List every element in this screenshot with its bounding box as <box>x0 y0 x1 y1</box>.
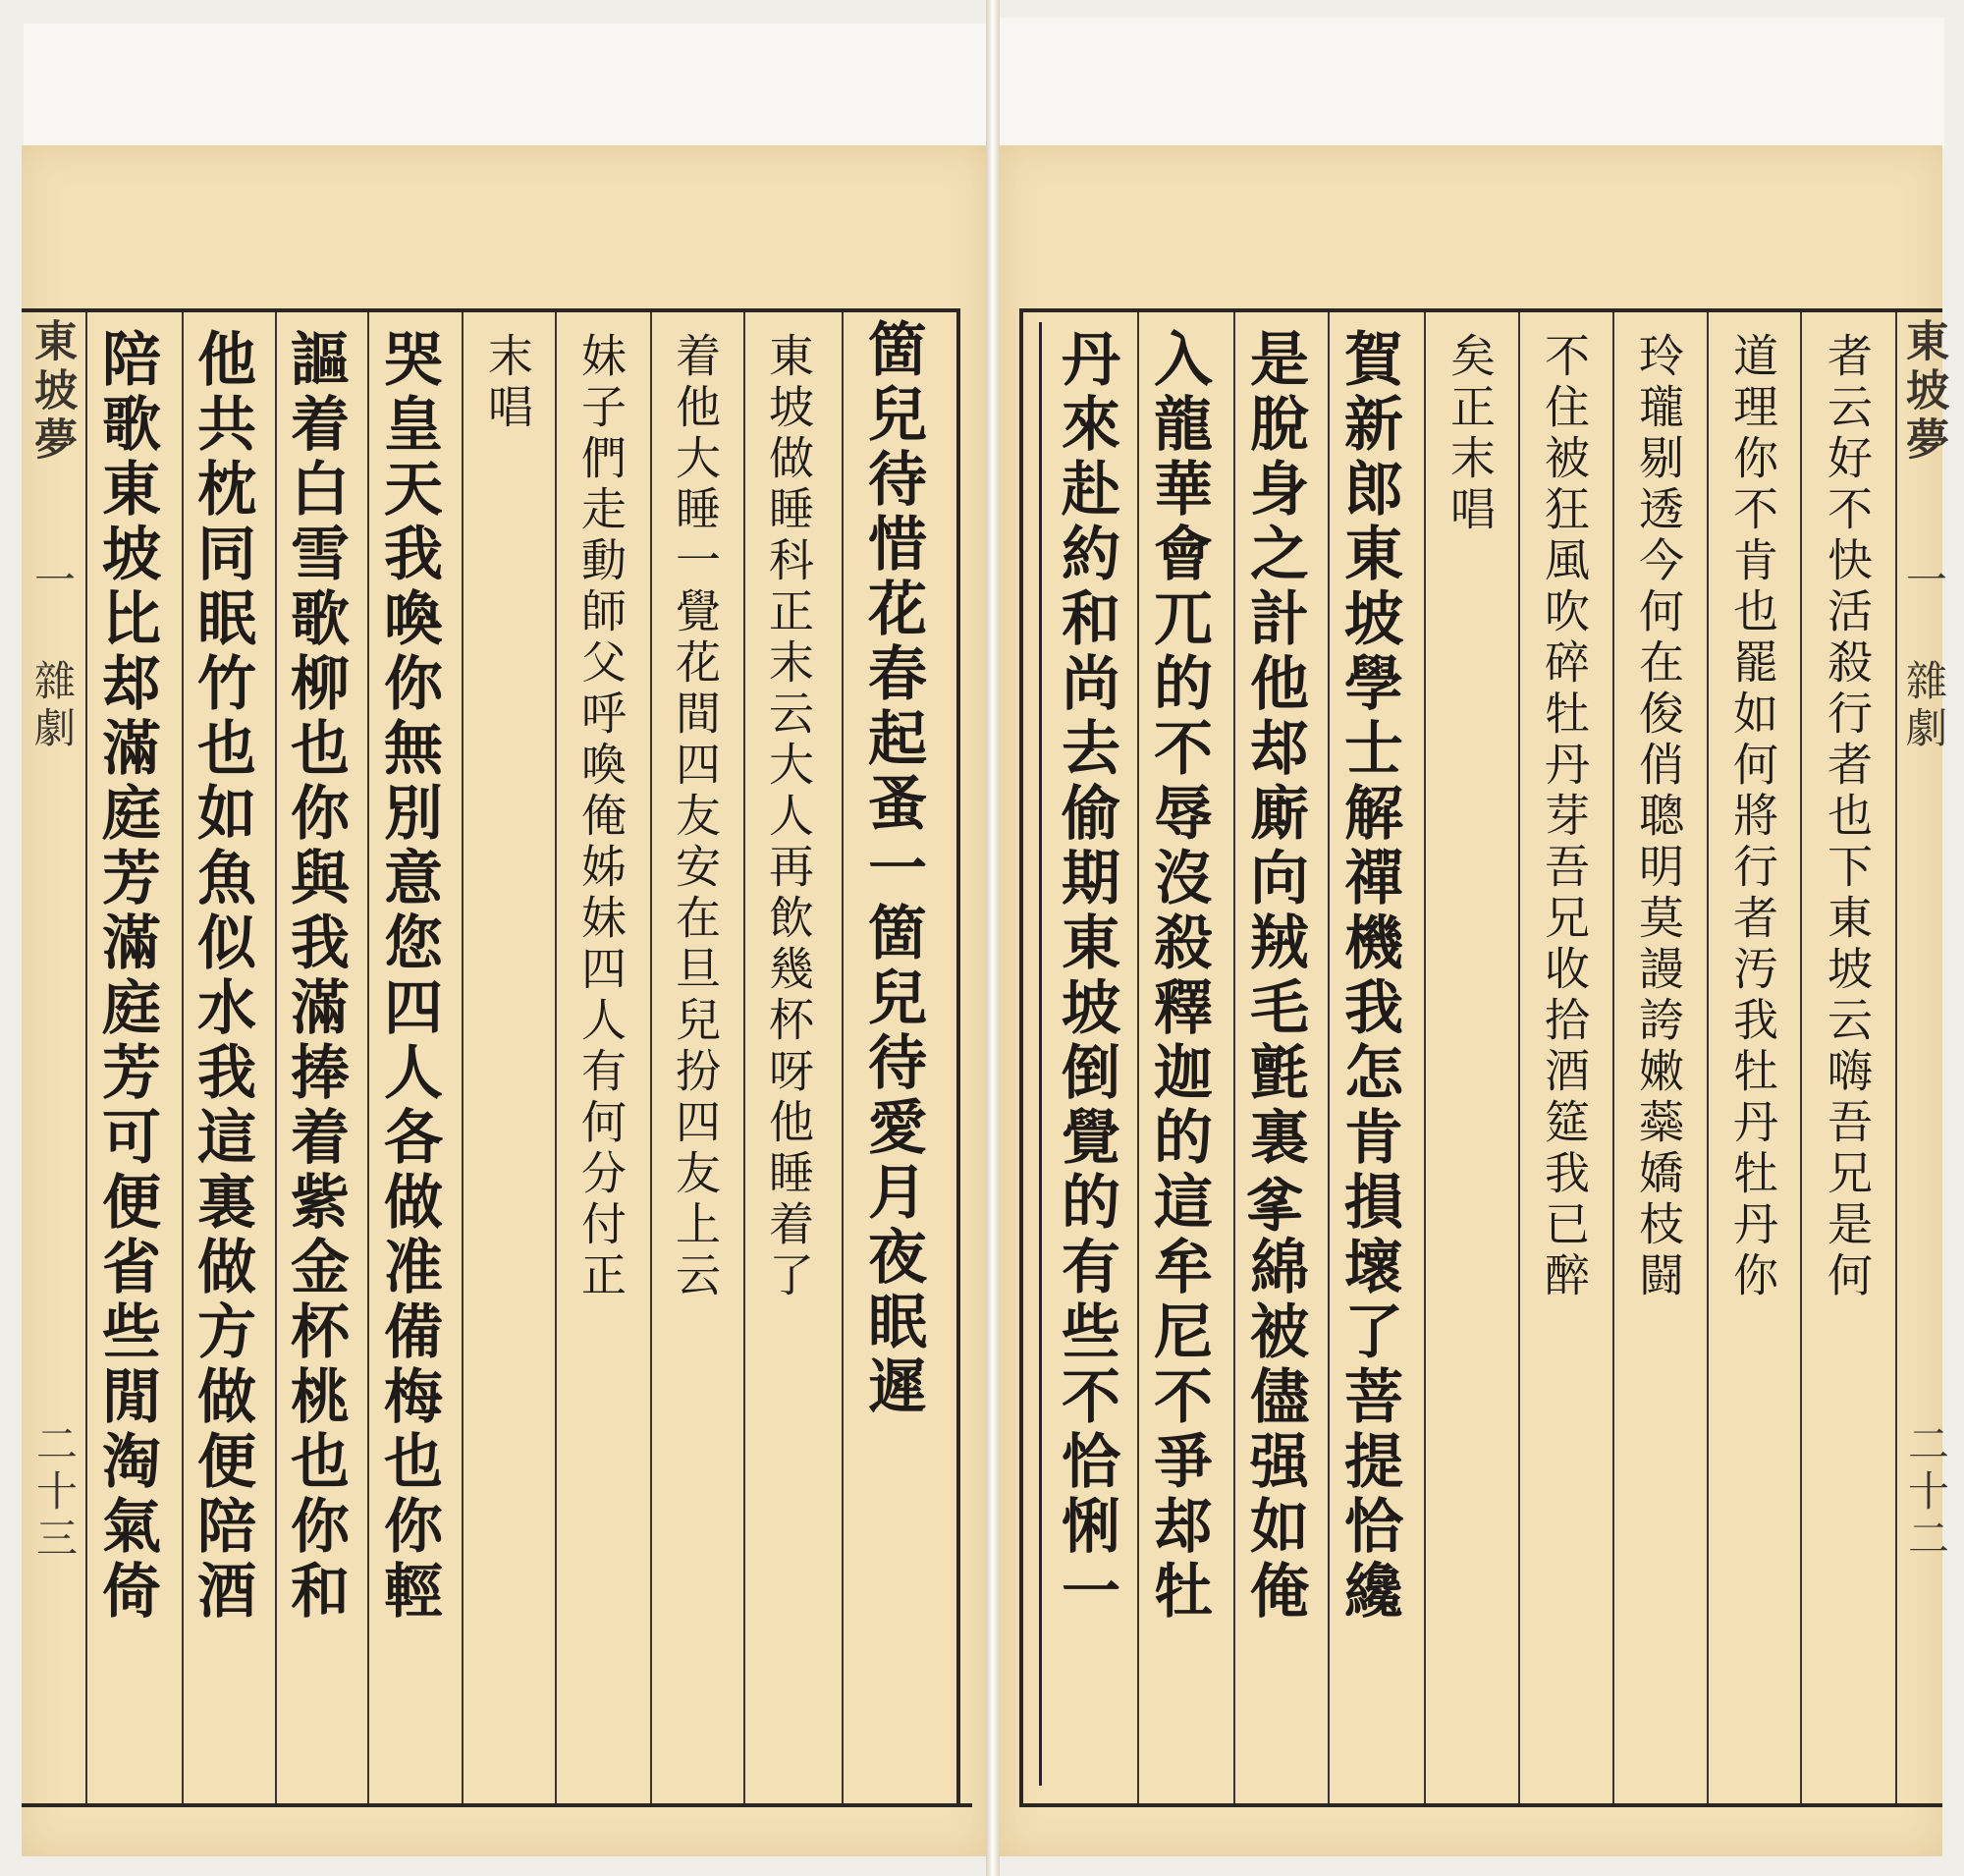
right-column-3: 是脫身之計他𨚫廝向羢毛氈裏𢪘綿被儘强如俺 <box>1240 328 1309 1625</box>
right-column-2: 入龍華會兀的不辱沒殺釋迦的這牟尼不爭𨚫牡 <box>1144 328 1213 1625</box>
right-rule <box>1328 312 1330 1803</box>
left-column-2: 他共枕同眠竹也如魚似水我這裏做方做便陪酒 <box>188 328 256 1625</box>
right-frame-top <box>1019 308 1942 312</box>
left-rule <box>85 312 87 1803</box>
right-column-8: 道理你不肯也罷如何將行者汚我牡丹牡丹你 <box>1726 332 1779 1302</box>
right-margin-page: 二十二 <box>1902 1422 1950 1564</box>
right-margin-title: 東坡夢 <box>1898 318 1948 466</box>
left-frame-right <box>956 308 960 1807</box>
left-frame-top <box>22 308 959 312</box>
right-rule <box>1895 312 1897 1803</box>
left-rule <box>650 312 652 1803</box>
left-column-5: 末唱 <box>481 332 534 434</box>
left-rule <box>182 312 184 1803</box>
left-margin-page: 二十三 <box>30 1422 79 1564</box>
right-inner-frame-left <box>1039 322 1042 1786</box>
left-rule <box>743 312 745 1803</box>
right-rule <box>1137 312 1139 1803</box>
left-rule <box>462 312 464 1803</box>
right-page <box>1000 145 1950 1856</box>
left-rule <box>842 312 844 1803</box>
right-column-1: 丹來赴約和尚去偷期東坡倒覺的有些不恰悧一 <box>1052 328 1120 1625</box>
right-rule <box>1707 312 1709 1803</box>
right-column-4: 賀新郎東坡學士解禪機我怎肯損壞了菩提恰纔 <box>1335 328 1403 1625</box>
right-column-9: 者云好不快活殺行者也下東坡云嗨吾兄是何 <box>1821 332 1874 1302</box>
left-column-4: 哭皇天我喚你無別意您四人各做准備梅也你輕 <box>374 328 443 1625</box>
right-column-5: 矣正末唱 <box>1444 332 1497 536</box>
left-margin-title: 東坡夢 <box>27 318 77 466</box>
book-gutter <box>986 0 1000 1876</box>
left-rule <box>275 312 277 1803</box>
right-frame-bottom <box>1019 1803 1942 1807</box>
left-column-1: 陪歌東坡比𨚫滿庭芳滿庭芳可便省些閒淘氣倚 <box>92 328 161 1625</box>
right-margin-sub: 一 雜劇 <box>1900 558 1948 753</box>
right-column-7: 玲瓏剔透今何在俊俏聰明莫謾誇嫩蘂嬌枝闘 <box>1632 332 1685 1302</box>
left-page <box>22 145 988 1856</box>
right-column-6: 不住被狂風吹碎牡丹芽吾兄收拾酒筵我已醉 <box>1538 332 1591 1302</box>
left-page-top-edge <box>24 24 986 147</box>
left-column-3: 謳着白雪歌柳也你與我滿捧着紫金杯桃也你和 <box>281 328 350 1625</box>
left-rule <box>367 312 369 1803</box>
right-rule <box>1800 312 1802 1803</box>
right-rule <box>1612 312 1614 1803</box>
right-rule <box>1233 312 1235 1803</box>
right-page-top-edge <box>1000 18 1944 147</box>
right-rule <box>1424 312 1426 1803</box>
left-margin-sub: 一 雜劇 <box>28 558 77 753</box>
right-rule <box>1518 312 1520 1803</box>
left-rule <box>555 312 557 1803</box>
left-column-7: 着他大睡一覺花間四友安在旦兒扮四友上云 <box>669 332 722 1302</box>
right-frame-left <box>1019 308 1023 1807</box>
left-column-8: 東坡做睡科正末云大人再飲幾杯呀他睡着了 <box>762 332 815 1302</box>
left-frame-bottom <box>22 1803 972 1807</box>
left-column-9: 箇兒待惜花春起蚤一箇兒待愛月夜眠遲 <box>858 318 927 1420</box>
left-column-6: 妹子們走動師父呼喚俺姊妹四人有何分付正 <box>574 332 627 1302</box>
